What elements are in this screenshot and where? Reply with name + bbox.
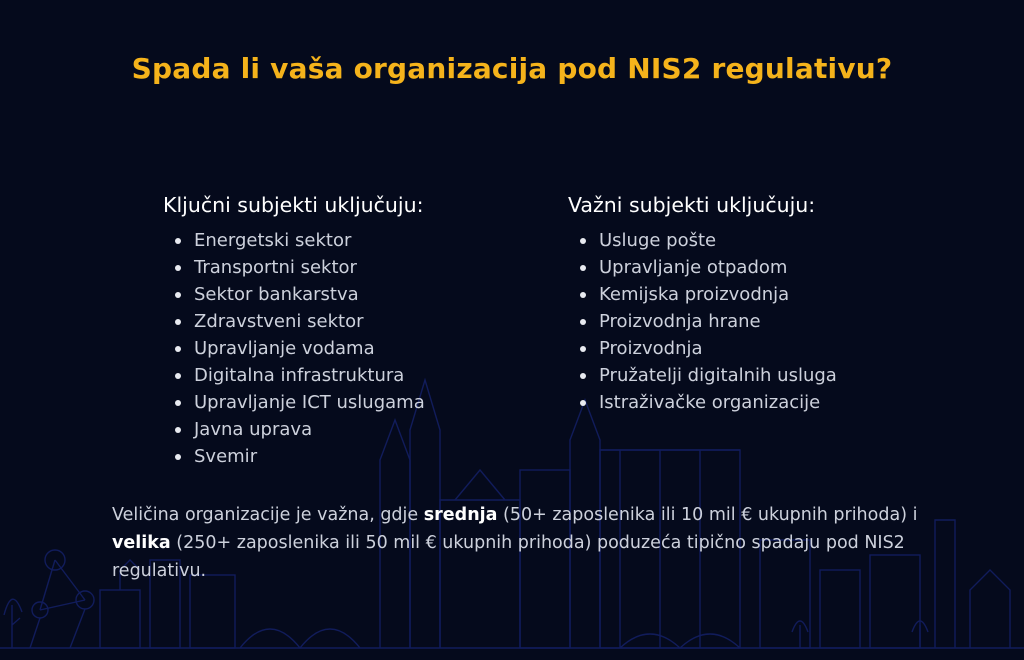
list-item: Transportni sektor [163, 254, 425, 281]
key-entities-column [163, 193, 425, 470]
list-item: Digitalna infrastruktura [163, 362, 425, 389]
size-note-paragraph [112, 501, 932, 585]
list-item: Upravljanje ICT uslugama [163, 389, 425, 416]
key-entities-heading: Ključni subjekti uključuju: [163, 193, 424, 217]
list-item: Kemijska proizvodnja [568, 281, 837, 308]
footer-bold-medium: srednja [423, 505, 498, 525]
footer-text-1: Veličina organizacije je važna, gdje [112, 505, 424, 525]
list-item: Javna uprava [163, 416, 425, 443]
list-item: Upravljanje otpadom [568, 254, 837, 281]
list-item: Sektor bankarstva [163, 281, 425, 308]
list-item: Zdravstveni sektor [163, 308, 425, 335]
list-item: Energetski sektor [163, 227, 425, 254]
important-entities-heading: Važni subjekti uključuju: [568, 193, 816, 217]
list-item: Proizvodnja [568, 335, 837, 362]
footer-bold-large: velika [112, 533, 171, 553]
page-title: Spada li vaša organizacija pod NIS2 regulativu? [131, 52, 893, 85]
important-entities-column [568, 193, 837, 416]
footer-text-2: (50+ zaposlenika ili 10 mil € ukupnih prihoda) i [497, 505, 918, 525]
list-item: Istraživačke organizacije [568, 389, 837, 416]
list-item: Svemir [163, 443, 425, 470]
important-entities-list [568, 227, 837, 416]
key-entities-list [163, 227, 425, 470]
list-item: Usluge pošte [568, 227, 837, 254]
footer-text-3: (250+ zaposlenika ili 50 mil € ukupnih prihoda) poduzeća tipično spadaju pod NIS2 regulativu. [112, 533, 905, 581]
list-item: Proizvodnja hrane [568, 308, 837, 335]
list-item: Upravljanje vodama [163, 335, 425, 362]
list-item: Pružatelji digitalnih usluga [568, 362, 837, 389]
